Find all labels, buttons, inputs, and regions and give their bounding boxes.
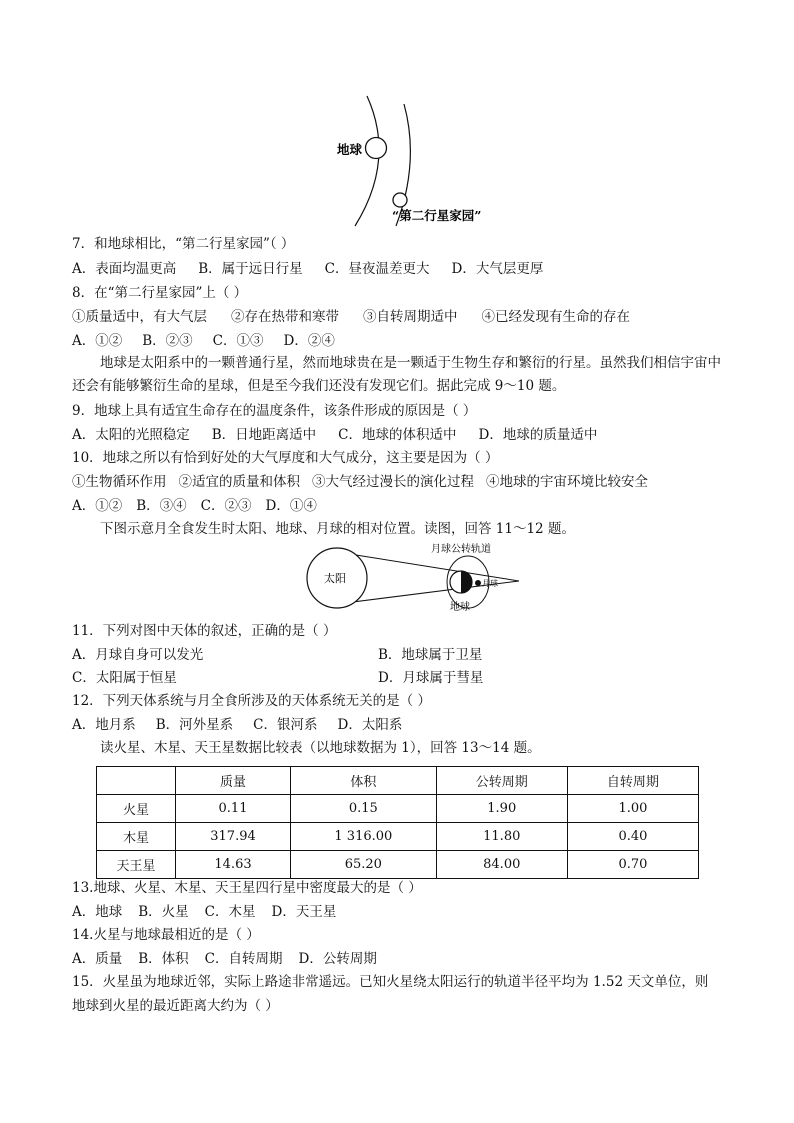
table-cell: 0.40	[567, 823, 698, 851]
q13-stem: 13.地球、火星、木星、天王星四行星中密度最大的是（ ）	[72, 880, 422, 896]
table-header-cell: 质量	[176, 767, 291, 795]
q10-statement-3: ③大气经过漫长的演化过程	[312, 474, 474, 490]
q8-stem: 8．在“第二行星家园”上（ ）	[72, 285, 248, 301]
table-cell: 317.94	[176, 823, 291, 851]
q10-statements	[72, 473, 648, 491]
q14-options	[72, 950, 377, 968]
table-cell: 1 316.00	[291, 823, 437, 851]
q14-option-a[interactable]: A．质量	[72, 951, 123, 967]
second-planet-circle	[393, 193, 407, 207]
q14-option-d[interactable]: D．公转周期	[298, 951, 377, 967]
moon-orbit-label: 月球公转轨道	[431, 544, 491, 555]
q11-stem: 11．下列对图中天体的叙述，正确的是（ ）	[72, 623, 337, 639]
earth-label: 地球	[450, 602, 470, 613]
q8-option-b[interactable]: B．②③	[142, 333, 193, 349]
table-cell: 1.90	[436, 795, 567, 823]
q13-option-d[interactable]: D．天王星	[271, 904, 337, 920]
q7-option-a[interactable]: A．表面均温更高	[72, 261, 177, 277]
q11-option-d[interactable]: D．月球属于彗星	[378, 670, 484, 686]
q12-options	[72, 716, 402, 734]
table-cell: 14.63	[176, 851, 291, 879]
q10-statement-2: ②适宜的质量和体积	[178, 474, 300, 490]
earth-night-side	[461, 571, 472, 593]
q8-option-c[interactable]: C．①③	[212, 333, 264, 349]
q8-statements	[72, 308, 630, 326]
table-cell: 84.00	[436, 851, 567, 879]
q9-option-c[interactable]: C．地球的体积适中	[338, 427, 457, 443]
q10-option-c[interactable]: C．②③	[200, 498, 252, 514]
earth-label: 地球	[337, 142, 363, 157]
q9-stem: 9．地球上具有适宜生命存在的温度条件，该条件形成的原因是（ ）	[72, 403, 477, 419]
table-row	[97, 795, 699, 823]
q9-option-a[interactable]: A．太阳的光照稳定	[72, 427, 190, 443]
table-cell: 天王星	[97, 851, 176, 879]
q14-option-c[interactable]: C．自转周期	[204, 951, 283, 967]
q13-option-c[interactable]: C．木星	[204, 904, 256, 920]
table-header-cell: 自转周期	[567, 767, 698, 795]
orbit-figure	[320, 92, 520, 230]
q10-option-a[interactable]: A．①②	[72, 498, 123, 514]
q11-option-b[interactable]: B．地球属于卫星	[378, 647, 483, 663]
table-header-cell: 体积	[291, 767, 437, 795]
q8-option-a[interactable]: A．①②	[72, 333, 123, 349]
q9-option-d[interactable]: D．地球的质量适中	[478, 427, 598, 443]
q12-stem: 12．下列天体系统与月全食所涉及的天体系统无关的是（ ）	[72, 693, 431, 709]
q12-option-a[interactable]: A．地月系	[72, 717, 136, 733]
q12-option-b[interactable]: B．河外星系	[155, 717, 234, 733]
q13-options	[72, 903, 336, 921]
second-home-label: “第二行星家园”	[392, 208, 482, 223]
q7-option-b[interactable]: B．属于远日行星	[198, 261, 303, 277]
q10-option-d[interactable]: D．①④	[265, 498, 317, 514]
q10-options	[72, 497, 317, 515]
eclipse-figure	[300, 538, 530, 618]
table-cell: 火星	[97, 795, 176, 823]
table-cell: 0.15	[291, 795, 437, 823]
q8-option-d[interactable]: D．②④	[283, 333, 335, 349]
table-row	[97, 823, 699, 851]
q15-stem-line-1: 15．火星虽为地球近邻，实际上路途非常遥远。已知火星绕太阳运行的轨道半径平均为 1.52 天文单位，则	[72, 974, 709, 990]
q7-stem: 7．和地球相比，“第二行星家园”（ ）	[72, 236, 295, 252]
q10-statement-1: ①生物循环作用	[72, 474, 167, 490]
moon-label: 月球	[482, 579, 498, 588]
q12-option-d[interactable]: D．太阳系	[337, 717, 403, 733]
sun-label: 太阳	[324, 572, 346, 585]
q8-statement-3: ③自转周期适中	[363, 309, 458, 325]
q11-option-a[interactable]: A．月球自身可以发光	[72, 647, 204, 663]
q11-option-c[interactable]: C．太阳属于恒星	[72, 670, 177, 686]
q13-option-a[interactable]: A．地球	[72, 904, 123, 920]
table-cell: 0.70	[567, 851, 698, 879]
table-cell: 0.11	[176, 795, 291, 823]
table-header-cell	[97, 767, 176, 795]
earth-orbit-arc	[355, 96, 379, 226]
earth-circle	[366, 138, 387, 159]
table-cell: 木星	[97, 823, 176, 851]
q15-stem-line-2: 地球到火星的最近距离大约为（ ）	[72, 998, 279, 1014]
q13-option-b[interactable]: B．火星	[138, 904, 189, 920]
q10-option-b[interactable]: B．③④	[136, 498, 187, 514]
passage-11-12: 下图示意月全食发生时太阳、地球、月球的相对位置。读图，回答 11～12 题。	[100, 521, 575, 537]
table-header-row	[97, 767, 699, 795]
q8-statement-4: ④已经发现有生命的存在	[481, 309, 630, 325]
table-header-cell: 公转周期	[436, 767, 567, 795]
passage-9-10: 地球是太阳系中的一颗普通行星，然而地球贵在是一颗适于生物生存和繁衍的行星。虽然我们相信宇宙中还会有能够繁衍生命的星球，但是至今我们还没有发现它们。据此完成 9～10 题。	[72, 355, 721, 394]
table-row	[97, 851, 699, 879]
q14-stem: 14.火星与地球最相近的是（ ）	[72, 927, 260, 943]
q9-option-b[interactable]: B．日地距离适中	[211, 427, 317, 443]
q10-stem: 10．地球之所以有恰到好处的大气厚度和大气成分，这主要是因为（ ）	[72, 450, 499, 466]
table-cell: 11.80	[436, 823, 567, 851]
table-cell: 65.20	[291, 851, 437, 879]
q7-option-c[interactable]: C．昼夜温差更大	[324, 261, 430, 277]
moon-dot	[475, 580, 481, 586]
q8-options	[72, 332, 335, 350]
q7-option-d[interactable]: D．大气层更厚	[451, 261, 544, 277]
q7-options	[72, 260, 543, 278]
q12-option-c[interactable]: C．银河系	[253, 717, 318, 733]
table-cell: 1.00	[567, 795, 698, 823]
q10-statement-4: ④地球的宇宙环境比较安全	[486, 474, 648, 490]
q8-statement-2: ②存在热带和寒带	[231, 309, 339, 325]
q8-statement-1: ①质量适中，有大气层	[72, 309, 207, 325]
planet-data-table	[96, 766, 699, 879]
passage-13-14: 读火星、木星、天王星数据比较表（以地球数据为 1），回答 13～14 题。	[100, 740, 541, 756]
q14-option-b[interactable]: B．体积	[138, 951, 189, 967]
q9-options	[72, 426, 597, 444]
